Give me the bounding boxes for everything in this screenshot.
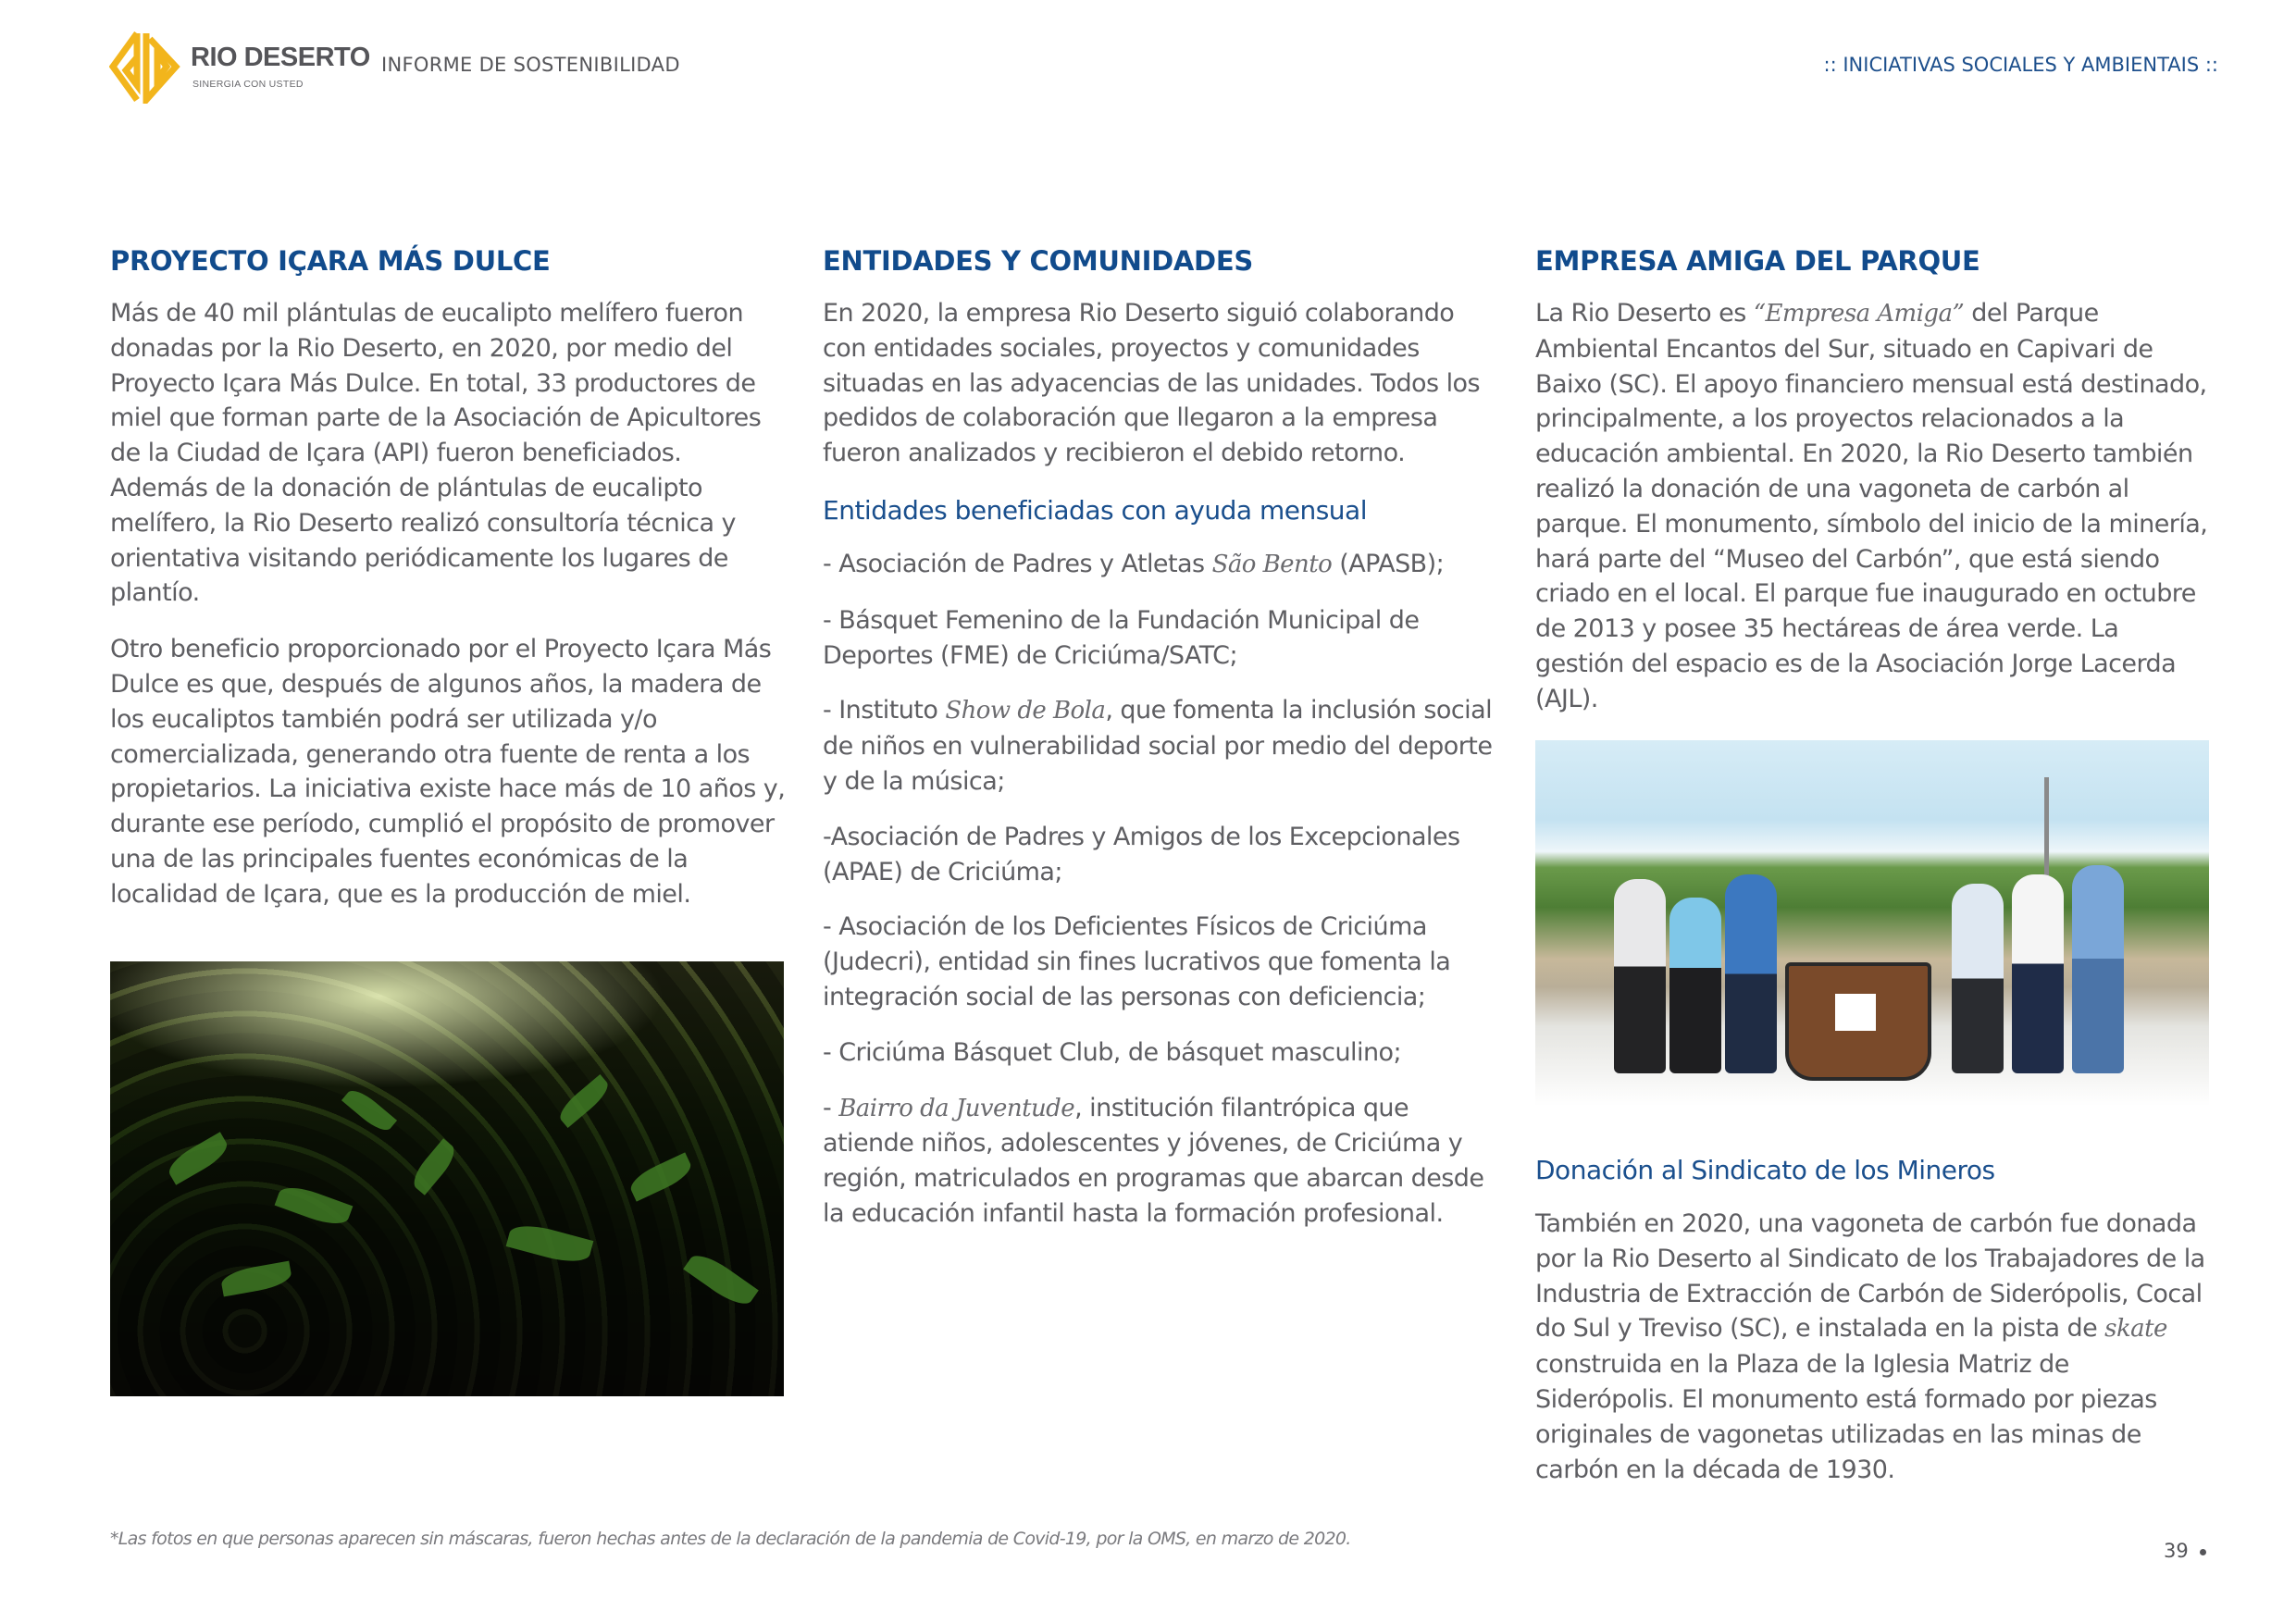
list-item: - Asociación de Padres y Atletas São Bento (APASB); <box>823 549 1445 578</box>
group-photo-coal-cart <box>1535 740 2209 1138</box>
seedlings-photo <box>110 961 784 1396</box>
page-header <box>0 0 2296 120</box>
report-title: INFORME DE SOSTENIBILIDAD <box>381 54 680 76</box>
list-item: - Bairro da Juventude, institución filantrópica que atiende niños, adolescentes y jóvenes, de Criciúma y región, matriculados en programas que abarcan desde la educación infantil hasta la formación profesional. <box>823 1093 1484 1228</box>
leaf-shape <box>627 1152 695 1201</box>
person <box>1614 879 1666 1073</box>
brand-logo <box>109 30 370 104</box>
leaf-shape <box>408 1138 461 1195</box>
leaf-shape <box>164 1132 232 1185</box>
section-title: EMPRESA AMIGA DEL PARQUE <box>1535 245 1980 277</box>
leaf-shape <box>219 1261 292 1297</box>
list-item: - Instituto Show de Bola, que fomenta la inclusión social de niños en vulnerabilidad social por medio del deporte y de la música; <box>823 696 1493 796</box>
column-entidades <box>823 242 1498 1252</box>
section-tag: :: INICIATIVAS SOCIALES Y AMBIENTAIS :: <box>1823 54 2218 76</box>
leaf-shape <box>506 1220 594 1268</box>
subsection-title: Entidades beneficiadas con ayuda mensual <box>823 494 1367 526</box>
paragraph: Otro beneficio proporcionado por el Proyecto Içara Más Dulce es que, después de algunos años, la madera de los eucaliptos también podrá ser utilizada y/o comercializada, generando otra fuente de renta a los propietarios. La iniciativa existe hace más de 10 años y, durante ese período, cumplió el propósito de promover una de las principales fuentes económicas de la localidad de Içara, que es la producción de miel. <box>110 635 786 909</box>
paragraph: Más de 40 mil plántulas de eucalipto melífero fueron donadas por la Rio Deserto, en 2020, por medio del Proyecto Içara Más Dulce. En total, 33 productores de miel que forman parte de la Asociación de Apicultores de la Ciudad de Içara (API) fueron beneficiados. Además de la donación de plántulas de eucalipto melífero, la Rio Deserto realizó consultoría técnica y orientativa visitando periódicamente los lugares de plantío. <box>110 299 762 608</box>
leaf-shape <box>554 1074 613 1128</box>
coal-cart <box>1785 962 1931 1081</box>
page-number: 39 <box>2164 1540 2206 1562</box>
paragraph: También en 2020, una vagoneta de carbón fue donada por la Rio Deserto al Sindicato de los Trabajadores de la Industria de Extracción de Carbón de Siderópolis, Cocal do Sul y Treviso (SC), e instalada en la pista de skate construida en la Plaza de la Iglesia Matriz de Siderópolis. El monumento está formado por piezas originales de vagonetas utilizadas en las minas de carbón en la década de 1930. <box>1535 1209 2205 1484</box>
list-item: -Asociación de Padres y Amigos de los Excepcionales (APAE) de Criciúma; <box>823 822 1460 886</box>
brand-name: RIO DESERTO <box>191 43 370 72</box>
bullet-dot-icon <box>2200 1549 2206 1555</box>
person <box>1669 898 1721 1073</box>
paragraph: La Rio Deserto es “Empresa Amiga” del Parque Ambiental Encantos del Sur, situado en Capivari de Baixo (SC). El apoyo financiero mensual está destinado, principalmente, a los proyectos relacionados a la educación ambiental. En 2020, la Rio Deserto también realizó la donación de una vagoneta de carbón al parque. El monumento, símbolo del inicio de la minería, hará parte del “Museo del Carbón”, que está siendo criado en el local. El parque fue inaugurado en octubre de 2013 y posee 35 hectáreas de área verde. La gestión del espacio es de la Asociación Jorge Lacerda (AJL). <box>1535 299 2208 713</box>
person <box>2012 874 2064 1073</box>
column-empresa-amiga <box>1535 242 2211 717</box>
person <box>2072 865 2124 1073</box>
leaf-shape <box>275 1181 354 1231</box>
column-proyecto-icara <box>110 242 786 912</box>
section-title: PROYECTO IÇARA MÁS DULCE <box>110 245 551 277</box>
footnote: *Las fotos en que personas aparecen sin máscaras, fueron hechas antes de la declaración de la pandemia de Covid-19, por la OMS, en marzo de 2020. <box>110 1529 1351 1549</box>
brand-tagline: SINERGIA CON USTED <box>192 79 304 90</box>
rio-deserto-logo-icon <box>109 30 183 104</box>
leaf-shape <box>341 1084 397 1135</box>
cart-sign <box>1835 994 1876 1031</box>
list-item: - Criciúma Básquet Club, de básquet masculino; <box>823 1037 1402 1067</box>
person <box>1952 884 2004 1073</box>
person <box>1725 874 1777 1073</box>
leaf-shape <box>683 1248 759 1312</box>
section-title: ENTIDADES Y COMUNIDADES <box>823 245 1253 277</box>
list-item: - Básquet Femenino de la Fundación Municipal de Deportes (FME) de Criciúma/SATC; <box>823 605 1420 670</box>
list-item: - Asociación de los Deficientes Físicos de Criciúma (Judecri), entidad sin fines lucrativos que fomenta la integración social de las personas con deficiencia; <box>823 912 1451 1011</box>
subsection-title: Donación al Sindicato de los Mineros <box>1535 1155 1995 1185</box>
column-donacion-sindicato <box>1535 1153 2211 1487</box>
paragraph: En 2020, la empresa Rio Deserto siguió colaborando con entidades sociales, proyectos y comunidades situadas en las adyacencias de las unidades. Todos los pedidos de colaboración que llegaron a la empresa fueron analizados y recibieron el debido retorno. <box>823 299 1481 468</box>
